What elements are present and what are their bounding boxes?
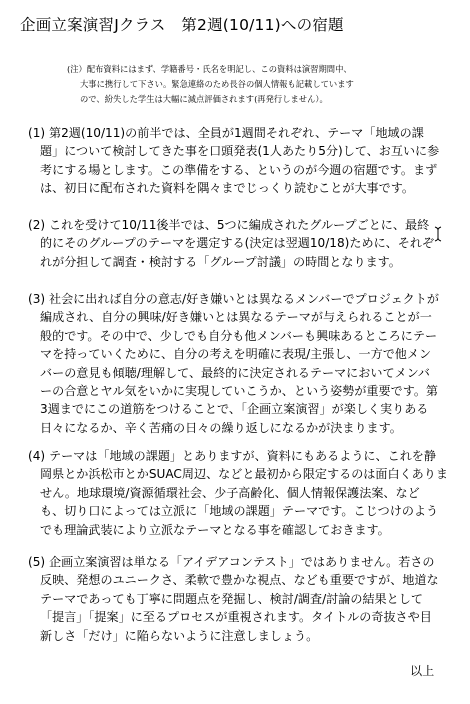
section-line: 反映、発想のユニークさ、柔軟で豊かな視点、なども重要ですが、地道な: [40, 573, 439, 588]
section-line: せん。地球環境/資源循環社会、少子高齢化、個人情報保護法案、など: [40, 485, 420, 500]
notice-line: ので、紛失した学生は大幅に減点評価されます(再発行しません）。: [80, 94, 328, 105]
section-1: [28, 124, 453, 198]
section-line: マを持っていくために、自分の考えを明確に表現/主張し、一方で他メン: [40, 347, 432, 362]
section-line: 新しさ「だけ」に陥らないように注意しましょう。: [40, 628, 319, 643]
section-line: も、切り口によっては立派に「地域の課題」テーマです。こじつけのよう: [40, 504, 439, 519]
section-line: (4) テーマは「地域の課題」とありますが、資料にもあるように、これを静: [28, 449, 436, 463]
closing-remark: 以上: [410, 664, 435, 678]
section-line: テーマであっても丁寧に問題点を発掘し、検討/調査/討論の結果として: [40, 591, 423, 606]
notice-box: [67, 62, 447, 108]
section-3: [28, 290, 453, 437]
notice-line: 大事に携行して下さい。緊急連絡のため長谷の個人情報も記載しています: [80, 79, 354, 90]
section-line: バーの意見も傾聴/理解して、最終的に決定されるテーマにおいてメンバ: [40, 365, 430, 380]
section-line: 考にする場とします。この準備をする、というのが今週の宿題です。まず: [40, 162, 438, 177]
notice-line: (注）配布資料にはまず、学籍番号・氏名を明記し、この資料は演習期間中、: [67, 64, 352, 74]
section-line: (1) 第2週(10/11)の前半では、全員が1週間それぞれ、テーマ「地域の課: [28, 126, 424, 140]
section-line: 「提言」「提案」に至るプロセスが重視されます。タイトルの奇抜さや目: [40, 610, 432, 625]
section-line: 岡県とか浜松市とかSUAC周辺、などと最初から限定するのは面白くありま: [40, 467, 448, 482]
section-line: 3週までにこの道筋をつけることで、「企画立案演習」が楽しく実りある: [40, 402, 429, 417]
section-line: ーの合意とヤル気をいかに実現していこうか、という姿勢が重要です。第: [40, 384, 439, 399]
section-5: [28, 553, 453, 645]
section-line: 題」について検討してきた事を口頭発表(1人あたり5分)して、お互いに参: [40, 144, 440, 159]
section-line: 編成され、自分の興味/好き嫌いとは異なるテーマが与えられることが一: [40, 310, 432, 325]
section-line: (3) 社会に出れば自分の意志/好き嫌いとは異なるメンバーでプロジェクトが: [28, 292, 439, 306]
section-line: (5) 企画立案演習は単なる「アイデアコンテスト」ではありません。若さの: [28, 555, 435, 569]
section-line: でも理論武装により立派なテーマとなる事を確認しておきます。: [40, 522, 390, 537]
section-line: 般的です。その中で、少しでも自分も他メンバーも興味あるところにテー: [40, 328, 438, 343]
section-line: は、初日に配布された資料を隅々までじっくり読むことが大事です。: [40, 181, 414, 196]
section-2: [28, 216, 453, 271]
section-line: 的にそのグループのテーマを選定する(決定は翌週10/18)ために、それぞ: [40, 236, 435, 251]
section-4: [28, 447, 453, 539]
text-cursor-icon: [434, 226, 442, 242]
section-line: (2) これを受けて10/11後半では、5つに編成されたグループごとに、最終: [28, 218, 430, 232]
section-line: 日々になるか、辛く苦痛の日々の繰り返しになるかが決まります。: [40, 420, 402, 435]
document-title: 企画立案演習Jクラス 第2週(10/11)への宿題: [20, 16, 344, 34]
section-line: れが分担して調査・検討する「グループ討議」の時間となります。: [40, 254, 401, 269]
